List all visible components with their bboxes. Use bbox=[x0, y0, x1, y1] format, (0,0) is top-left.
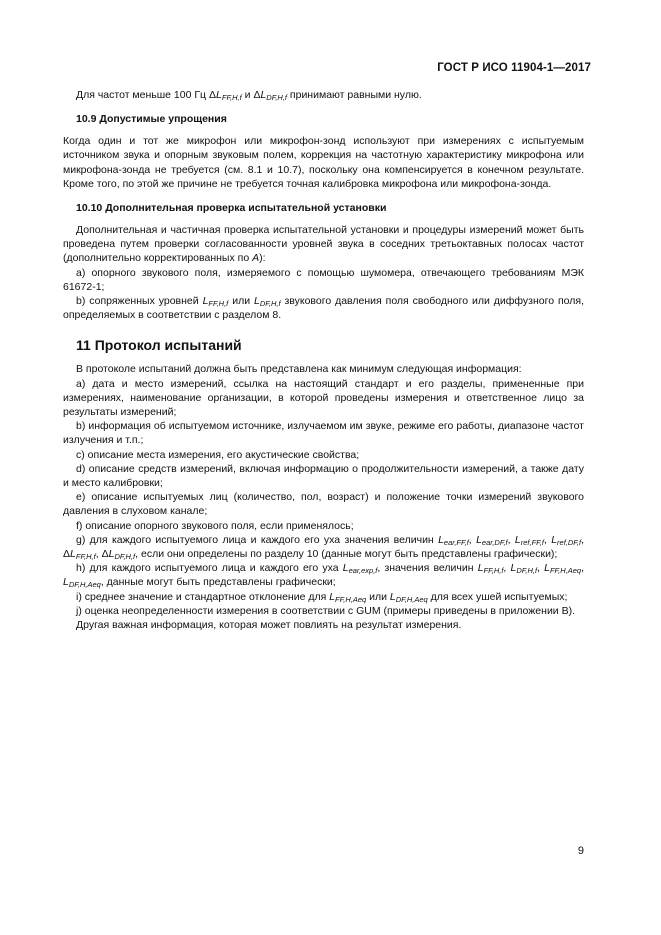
section-10-9-body: Когда один и тот же микрофон или микрофон-зонд используют при измерениях с испытуемым источником звука и опорным звуковым полем, коррекция на частотную характеристику микрофона или микрофона-зонда не требуется (см. 8.1 и 10.7), поскольку она компенсируется в конечном результате. Кроме того, по этой же причине не требуется точная калибровка микрофона или микрофона-зонда. bbox=[63, 135, 584, 190]
section-11-item-f: f) описание опорного звукового поля, если применялось; bbox=[76, 519, 354, 532]
section-10-10-item-b: b) сопряженных уровней $L_{FF,H,f}$ или $L_{DF,H,f}$ звукового давления поля свободного или диффузного поля, определяемых в соответствии с разделом 8. bbox=[63, 295, 584, 322]
section-11-intro: В протоколе испытаний должна быть представлена как минимум следующая информация: bbox=[76, 363, 522, 376]
section-11-item-j: j) оценка неопределенности измерения в соответствии с GUM (примеры приведены в приложении В). bbox=[76, 604, 576, 617]
section-10-10-body: Дополнительная и частичная проверка испытательной установки и процедуры измерений может быть проведена путем проверки согласованности уровней звука в соседних третьоктавных полосах частот (дополнительно корректированных по A): bbox=[63, 224, 584, 265]
section-11-other: Другая важная информация, которая может повлиять на результат измерения. bbox=[76, 619, 462, 632]
page-number: 9 bbox=[577, 845, 584, 857]
section-11-item-e: e) описание испытуемых лиц (количество, пол, возраст) и положение точки измерений звукового давления в слуховом канале; bbox=[63, 491, 584, 518]
section-11-item-d: d) описание средств измерений, включая информацию о продолжительности измерений, а также дату и место калибровки; bbox=[63, 462, 584, 490]
section-11-item-i: i) среднее значение и стандартное отклонение для $L_{FF,H,Aeq}$ или $L_{DF,H,Aeq}$ для всех ушей испытуемых; bbox=[76, 590, 568, 604]
section-10-9-title: 10.9 Допустимые упрощения bbox=[76, 113, 227, 126]
section-11-item-a: а) дата и место измерений, ссылка на настоящий стандарт и его разделы, примененные при измерениях, наименование организации, в которой проведены измерения и ответственное лицо за результаты измерений; bbox=[63, 377, 584, 419]
section-11-item-h: h) для каждого испытуемого лица и каждого его уха $L_{ear,exp,f}$, значения величин $L_{FF,H,f}$, $L_{DF,H,f}$, $L_{FF,H,Aeq}$, $L_{DF,H,Aeq}$, данные могут быть представлены графически; bbox=[63, 562, 585, 590]
section-11-item-b: b) информация об испытуемом источнике, излучаемом им звуке, режиме его работы, диапазоне частот излучения и т.п.; bbox=[63, 420, 584, 447]
section-11-item-g: g) для каждого испытуемого лица и каждого его уха значения величин $L_{ear,FF,f}$, $L_{ear,DF,f}$, $L_{ref,FF,f}$, $L_{ref,DF,f}$, $\Delta L_{FF,H,f}$, $\Delta L_{DF,H,f}$, если они определены по разделу 10 (данные могут быть представлены графически); bbox=[63, 533, 585, 562]
section-11-title: 11 Протокол испытаний bbox=[76, 337, 242, 354]
section-10-10-title: 10.10 Дополнительная проверка испытательной установки bbox=[76, 202, 387, 215]
section-11-item-c: c) описание места измерения, его акустические свойства; bbox=[76, 448, 360, 461]
paragraph-low-frequency: Для частот меньше 100 Гц $\Delta L_{FF,H,f}$ и $\Delta L_{DF,H,f}$ принимают равными нулю. bbox=[76, 89, 422, 102]
section-10-10-item-a: a) опорного звукового поля, измеряемого с помощью шумомера, отвечающего требованиям МЭК 61672-1; bbox=[63, 266, 584, 293]
page-content bbox=[63, 88, 584, 632]
document-header: ГОСТ Р ИСО 11904-1—2017 bbox=[437, 62, 591, 74]
